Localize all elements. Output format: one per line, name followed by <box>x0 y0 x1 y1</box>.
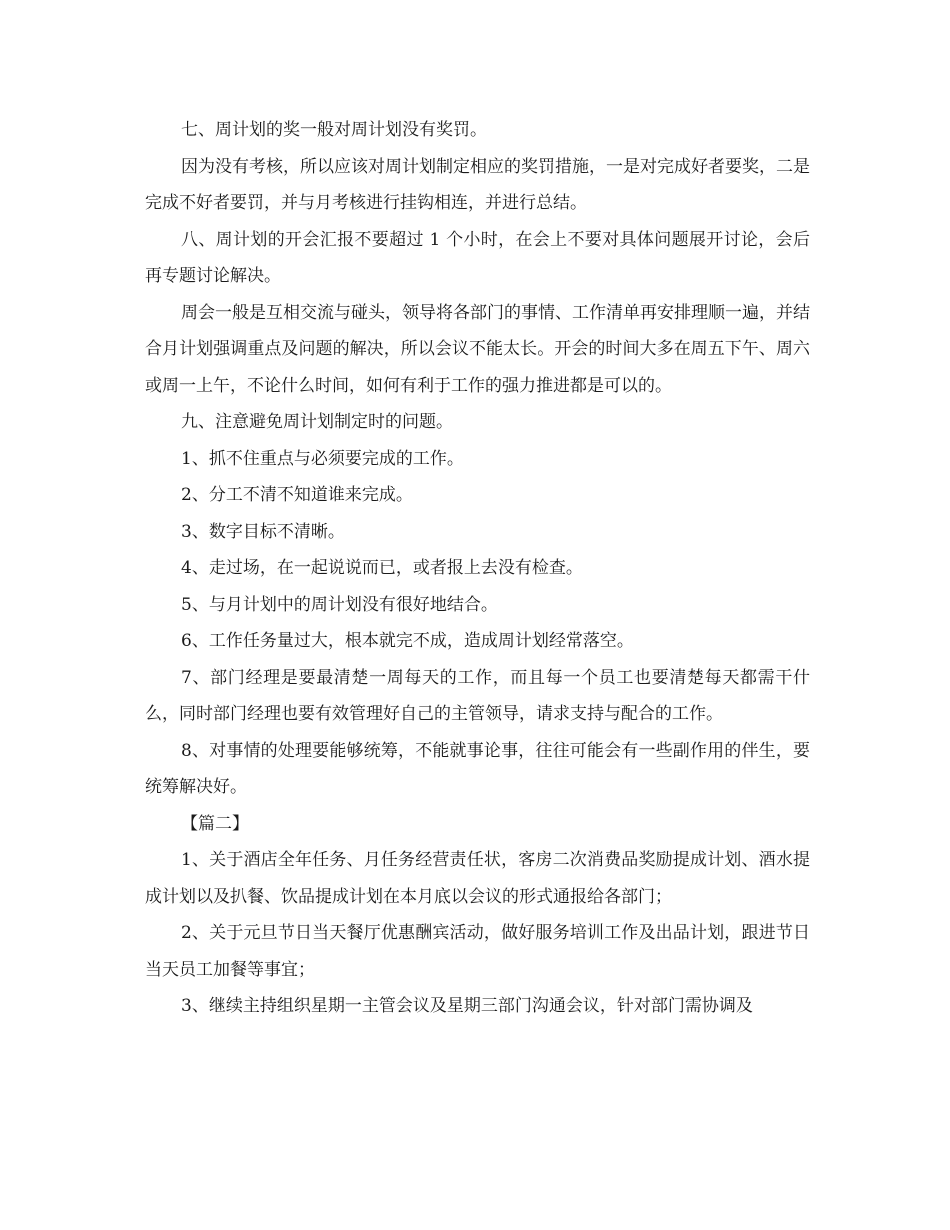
paragraph-reward-punishment: 因为没有考核，所以应该对周计划制定相应的奖罚措施，一是对完成好者要奖，二是完成不好者要罚，并与月考核进行挂钩相连，并进行总结。 <box>145 156 810 213</box>
document-body <box>145 112 810 1025</box>
paragraph-section-7: 七、周计划的奖一般对周计划没有奖罚。 <box>181 120 487 140</box>
list-item-8: 8、对事情的处理要能够统筹，不能就事论事，往往可能会有一些副作用的伴生，要统筹解决好。 <box>145 740 810 797</box>
paragraph-section-9: 九、注意避免周计划制定时的问题。 <box>181 412 453 432</box>
list-item-4: 4、走过场，在一起说说而已，或者报上去没有检查。 <box>181 558 583 578</box>
list-item-3: 3、数字目标不清晰。 <box>181 521 345 542</box>
list-item-1: 1、抓不住重点与必须要完成的工作。 <box>181 448 464 469</box>
list-item-7: 7、部门经理是要最清楚一周每天的工作，而且每一个员工也要清楚每天都需干什么，同时部门经理也要有效管理好自己的主管领导，请求支持与配合的工作。 <box>145 667 810 724</box>
list-item-6: 6、工作任务量过大，根本就完不成，造成周计划经常落空。 <box>181 631 634 651</box>
list-item-5: 5、与月计划中的周计划没有很好地结合。 <box>181 594 498 615</box>
part-two-item-3: 3、继续主持组织星期一主管会议及星期三部门沟通会议，针对部门需协调及 <box>181 996 753 1016</box>
section-heading-part-two: 【篇二】 <box>181 813 249 834</box>
list-item-2: 2、分工不清不知道谁来完成。 <box>181 485 413 505</box>
part-two-item-2: 2、关于元旦节日当天餐厅优惠酬宾活动，做好服务培训工作及出品计划，跟进节日当天员工加餐等事宜； <box>145 923 810 980</box>
paragraph-section-8: 八、周计划的开会汇报不要超过 1 个小时，在会上不要对具体问题展开讨论，会后再专题讨论解决。 <box>145 229 810 286</box>
part-two-item-1: 1、关于酒店全年任务、月任务经营责任状，客房二次消费品奖励提成计划、酒水提成计划以及扒餐、饮品提成计划在本月底以会议的形式通报给各部门； <box>145 850 810 907</box>
paragraph-weekly-meeting: 周会一般是互相交流与碰头，领导将各部门的事情、工作清单再安排理顺一遍，并结合月计划强调重点及问题的解决，所以会议不能太长。开会的时间大多在周五下午、周六或周一上午，不论什么时间，如何有利于工作的强力推进都是可以的。 <box>145 302 810 396</box>
